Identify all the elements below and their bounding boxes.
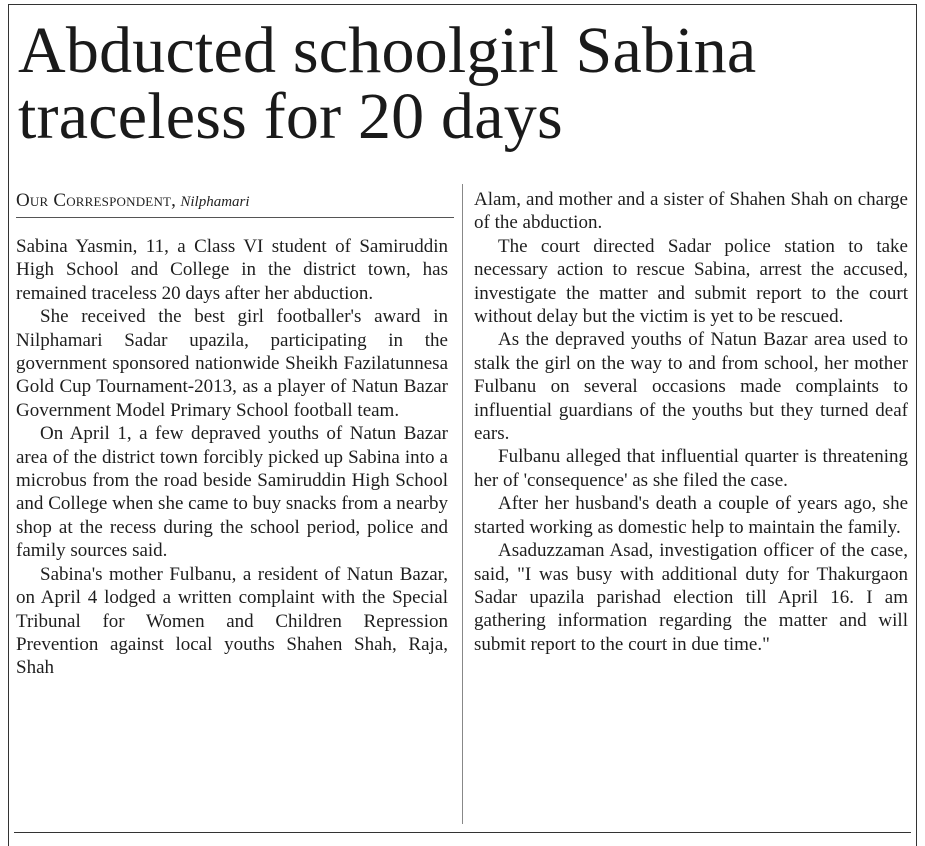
article-column-2 [474,188,908,656]
article-column-1 [16,235,448,680]
frame-left-rule [8,4,9,846]
paragraph: Sabina Yasmin, 11, a Class VI student of Samiruddin High School and College in the district town, has remained traceless 20 days after her abduction. [16,236,448,304]
headline: Abducted schoolgirl Sabina traceless for 20 days [18,14,757,153]
column-divider [462,184,463,824]
frame-bottom-rule [14,832,911,833]
paragraph: Alam, and mother and a sister of Shahen Shah on charge of the abduction. [474,189,908,234]
paragraph: Asaduzzaman Asad, investigation officer of the case, said, "I was busy with additional duty for Thakurgaon Sadar upazila parishad election till April 16. I am gathering information regarding the matter and will submit report to the court in due time." [474,540,908,655]
paragraph: Fulbanu alleged that influential quarter is threatening her of 'consequence' as she filed the case. [474,446,908,491]
paragraph: She received the best girl footballer's award in Nilphamari Sadar upazila, participating in the government sponsored nationwide Sheikh Fazilatunnesa Gold Cup Tournament-2013, as a player of Natun Bazar Government Model Primary School football team. [16,306,448,421]
paragraph: As the depraved youths of Natun Bazar area used to stalk the girl on the way to and from school, her mother Fulbanu on several occasions made complaints to influential guardians of the youths but they turned deaf ears. [474,329,908,445]
byline-place: Nilphamari [180,194,250,210]
byline [16,190,454,213]
byline-name: Our Correspondent, [16,190,177,211]
paragraph: After her husband's death a couple of years ago, she started working as domestic help to maintain the family. [474,493,908,538]
paragraph: On April 1, a few depraved youths of Natun Bazar area of the district town forcibly picked up Sabina into a microbus from the road beside Samiruddin High School and College when she came to buy snacks from a nearby shop at the recess during the school period, police and family sources said. [16,423,448,562]
paragraph: Sabina's mother Fulbanu, a resident of Natun Bazar, on April 4 lodged a written complaint with the Special Tribunal for Women and Children Repression Prevention against local youths Shahen Shah, Raja, Shah [16,563,448,679]
paragraph: The court directed Sadar police station to take necessary action to rescue Sabina, arrest the accused, investigate the matter and submit report to the court without delay but the victim is yet to be rescued. [474,235,908,328]
frame-top-rule [8,4,917,5]
byline-rule [16,217,454,218]
